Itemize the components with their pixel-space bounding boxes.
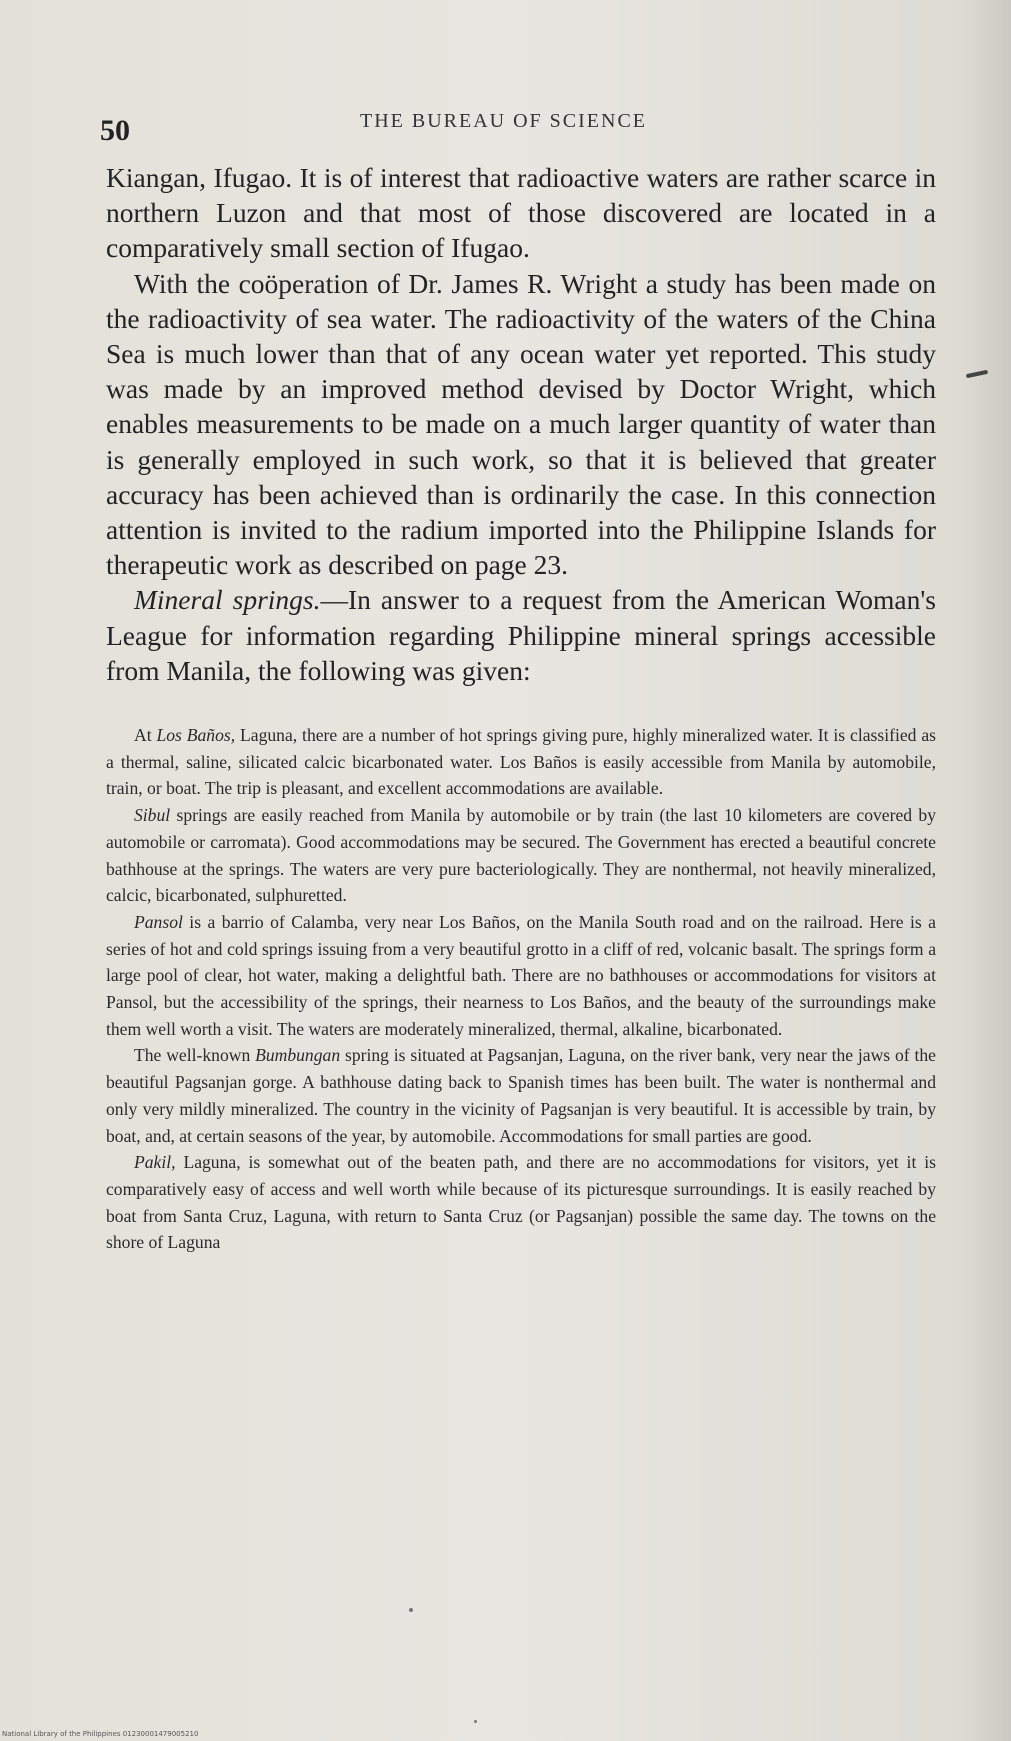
quote-paragraph-los-banos [106,722,936,802]
place-name-los-banos: Los Baños, [156,725,236,745]
paper-speck [409,1608,413,1612]
quote-paragraph-pakil [106,1149,936,1256]
page-number: 50 [100,114,130,147]
paragraph-sea-water-study: With the coöperation of Dr. James R. Wright a study has been made on the radioactivity of sea water. The radioactivity of the waters of the China Sea is much lower than that of any ocean water yet reported. This study was made by an improved method devised by Doctor Wright, which enables measurements to be made on a much larger quantity of water than is generally employed in such work, so that it is believed that greater accuracy has been achieved than is ordinarily the case. In this connection attention is invited to the radium imported into the Philippine Islands for therapeutic work as described on page 23. [106,267,936,581]
quote-text-pansol: is a barrio of Calamba, very near Los Baños, on the Manila South road and on the railroad. Here is a series of hot and cold springs issuing from a very beautiful grotto in a cliff of red, volcanic basalt. The springs form a large pool of clear, hot water, making a delightful bath. There are no bathhouses or accommodations for visitors at Pansol, but the accessibility of the springs, their nearness to Los Baños, and the beauty of the surroundings make them well worth a visit. The waters are moderately mineralized, thermal, alkaline, bicarbonated. [106,911,936,1039]
quote-text-bumbungan: spring is situated at Pagsanjan, Laguna, on the river bank, very near the jaws of the beautiful Pagsanjan gorge. A bathhouse dating back to Spanish times has been built. The water is nonthermal and only very mildly mineralized. The country in the vicinity of Pagsanjan is very beautiful. It is accessible by train, by boat, and, at certain seasons of the year, by automobile. Accommodations for small parties are good. [106,1045,936,1146]
quote-paragraph-sibul [106,802,936,909]
place-name-bumbungan: Bumbungan [255,1045,341,1066]
page-header [100,108,930,148]
quoted-springs-list [106,722,936,1256]
paragraph-radioactive-waters: Kiangan, Ifugao. It is of interest that radioactive waters are rather scarce in northern Luzon and that most of those discovered are located in a comparatively small section of Ifugao. [106,162,936,264]
main-body-text [106,160,936,688]
quote-paragraph-bumbungan [106,1042,936,1149]
running-head: THE BUREAU OF SCIENCE [360,110,648,132]
place-name-pansol: Pansol [134,911,183,932]
quote-text-prefix: The well-known [134,1045,256,1066]
quote-paragraph-pansol [106,909,936,1043]
quote-text-los-banos: Laguna, there are a number of hot springs giving pure, highly mineralized water. It is classified as a thermal, saline, silicated calcic bicarbonated water. Los Baños is easily accessible from Manila by automobile, train, or boat. The trip is pleasant, and excellent accommodations are available. [106,725,936,799]
place-name-pakil: Pakil, [134,1152,176,1173]
place-name-sibul: Sibul [134,805,171,826]
paragraph-mineral-springs [106,582,936,688]
paragraph-mineral-springs-text: —In answer to a request from the American Woman's League for information regarding Philippine mineral springs accessible from Manila, the following was given: [106,584,936,686]
paper-speck [474,1720,477,1723]
binding-shadow [961,0,1011,1741]
quote-text-pakil: Laguna, is somewhat out of the beaten path, and there are no accommodations for visitors, yet it is comparatively easy of access and well worth while because of its picturesque surroundings. It is easily reached by boat from Santa Cruz, Laguna, with return to Santa Cruz (or Pagsanjan) possible the same day. The towns on the shore of Laguna [106,1152,936,1253]
quote-text-sibul: springs are easily reached from Manila by automobile or by train (the last 10 kilometers are covered by automobile or carromata). Good accommodations may be secured. The Government has erected a beautiful concrete bathhouse at the springs. The waters are very pure bacteriologically. They are nonthermal, not heavily mineralized, calcic, bicarbonated, sulphuretted. [106,805,936,906]
section-heading-mineral-springs: Mineral springs. [134,584,321,616]
library-stamp: National Library of the Philippines 01230001479005210 [2,1730,199,1738]
quote-text-prefix: At [134,725,157,745]
